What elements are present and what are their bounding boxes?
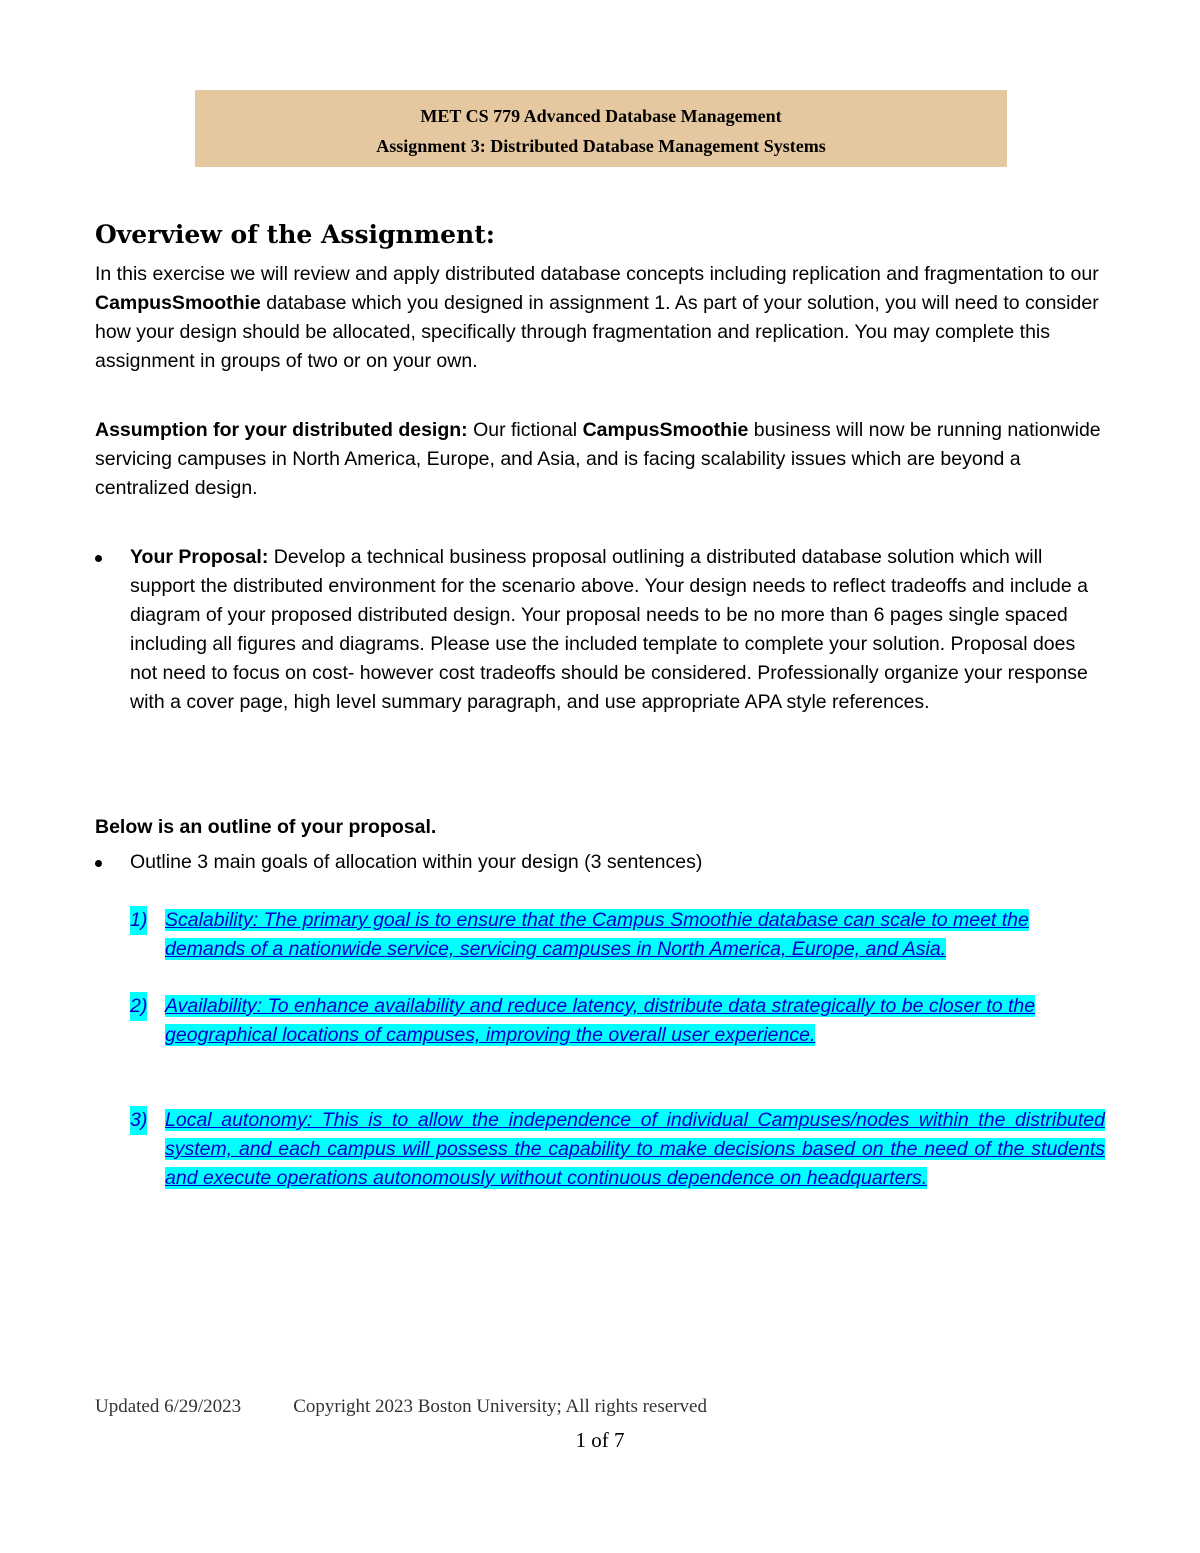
copyright-notice: Copyright 2023 Boston University; All rights reserved (293, 1396, 707, 1417)
goal-text: Scalability: The primary goal is to ensure that the Campus Smoothie database can scale to meet the demands of a nationwide service, servicing campuses in North America, Europe, and Asia. (165, 909, 1029, 960)
page-footer (95, 1396, 707, 1418)
goal-number: 1) (130, 906, 147, 935)
outline-bullet-text: Outline 3 main goals of allocation within your design (3 sentences) (130, 851, 703, 873)
goal-number: 3) (130, 1106, 147, 1135)
page-number (0, 1428, 1200, 1453)
overview-heading: Overview of the Assignment: (95, 220, 496, 249)
assumption-text-start: Our fictional (467, 419, 583, 441)
updated-date: Updated 6/29/2023 (95, 1396, 242, 1417)
brand-name: CampusSmoothie (582, 419, 749, 441)
goal-item-scalability (130, 906, 1105, 964)
course-title: MET CS 779 Advanced Database Management (420, 106, 782, 126)
proposal-list (95, 543, 1105, 717)
bullet-icon (95, 860, 102, 867)
outline-list (95, 848, 1105, 877)
goal-text: Availability: To enhance availability and reduce latency, distribute data strategically to be closer to the geographical locations of campuses, improving the overall user experience. (165, 995, 1036, 1046)
outline-heading: Below is an outline of your proposal. (95, 816, 437, 838)
page-separator: of (586, 1428, 614, 1452)
proposal-label: Your Proposal: (130, 546, 269, 568)
goal-number: 2) (130, 992, 147, 1021)
overview-text-end: database which you designed in assignment 1. As part of your solution, you will need to consider how your design should be allocated, specifically through fragmentation and replication. You may complete this assignment in groups of two or on your own. (95, 292, 1099, 372)
bullet-icon (95, 555, 102, 562)
page-total: 7 (614, 1428, 625, 1452)
assumption-paragraph (95, 416, 1105, 503)
assignment-title: Assignment 3: Distributed Database Management Systems (376, 136, 826, 156)
proposal-text: Develop a technical business proposal outlining a distributed database solution which will support the distributed environment for the scenario above. Your design needs to reflect tradeoffs and include a diagram of your proposed distributed design. Your proposal needs to be no more than 6 pages single spaced including all figures and diagrams. Please use the included template to complete your solution. Proposal does not need to focus on cost- however cost tradeoffs should be considered. Professionally organize your response with a cover page, high level summary paragraph, and use appropriate APA style references. (130, 546, 1088, 713)
page-current: 1 (575, 1428, 586, 1452)
overview-text-start: In this exercise we will review and apply distributed database concepts including replication and fragmentation to our (95, 263, 1099, 285)
goal-item-availability (130, 992, 1105, 1050)
list-item (95, 543, 1105, 717)
course-header-box (195, 90, 1007, 167)
assumption-text-end: business will now be running nationwide servicing campuses in North America, Europe, and Asia, and is facing scalability issues which are beyond a centralized design. (95, 419, 1101, 499)
overview-paragraph (95, 260, 1105, 376)
goal-text: Local autonomy: This is to allow the independence of individual Campuses/nodes within the distributed system, and each campus will possess the capability to make decisions based on the need of the students and execute operations autonomously without continuous dependence on headquarters. (165, 1109, 1105, 1189)
brand-name: CampusSmoothie (95, 292, 261, 314)
assumption-label: Assumption for your distributed design: (95, 419, 468, 441)
goal-item-local-autonomy (130, 1106, 1105, 1193)
list-item (95, 848, 1105, 877)
